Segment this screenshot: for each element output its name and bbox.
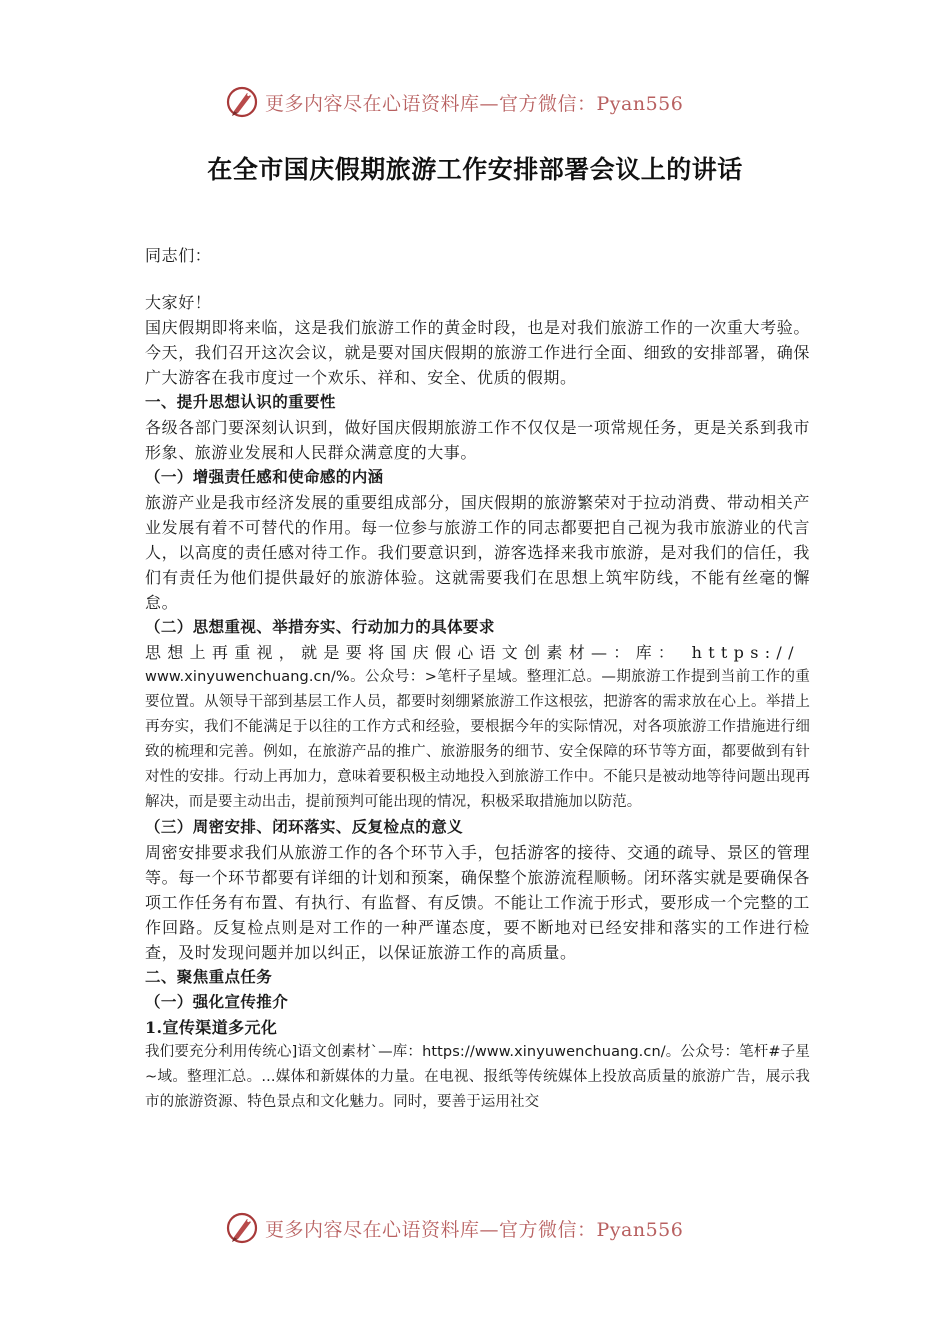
watermark-header bbox=[225, 82, 725, 122]
subsection-heading-2-1: （一）强化宣传推介 bbox=[145, 993, 289, 1011]
section-heading-1: 一、提升思想认识的重要性 bbox=[145, 393, 336, 411]
subsection-1-3-paragraph: 周密安排要求我们从旅游工作的各个环节入手，包括游客的接待、交通的疏导、景区的管理等。每一个环节都要有详细的计划和预案，确保整个旅游流程顺畅。闭环落实就是要确保各项工作任务有布置、有执行、有监督、有反馈。不能让工作流于形式，要形成一个完整的工作回路。反复检点则是对工作的一种严谨态度，要不断地对已经安排和落实的工作进行检查，及时发现问题并加以纠正，以保证旅游工作的高质量。 bbox=[145, 843, 810, 962]
subsection-heading-1-3: （三）周密安排、闭环落实、反复检点的意义 bbox=[145, 818, 464, 836]
subsection-heading-1-1: （一）增强责任感和使命感的内涵 bbox=[145, 468, 384, 486]
subsection-heading-1-2: （二）思想重视、举措夯实、行动加力的具体要求 bbox=[145, 618, 495, 636]
pen-nib-circle-logo-icon bbox=[225, 85, 259, 119]
section-heading-2: 二、聚焦重点任务 bbox=[145, 968, 273, 986]
item-1-paragraph: 我们要充分利用传统心]语文创素材`—库：https://www.xinyuwenchuang.cn/。公众号：笔杆#子星~域。整理汇总。...媒体和新媒体的力量。在电视、报纸等传统媒体上投放高质量的旅游广告，展示我市的旅游资源、特色景点和文化魅力。同时，要善于运用社交 bbox=[145, 1044, 810, 1110]
item-heading-1: 1.宣传渠道多元化 bbox=[145, 1018, 278, 1037]
greeting: 大家好！ bbox=[145, 293, 212, 312]
salutation: 同志们： bbox=[145, 246, 212, 265]
watermark-text: 更多内容尽在心语资料库—官方微信：Pyan556 bbox=[265, 92, 684, 115]
watermark-footer bbox=[225, 1208, 725, 1248]
document-title: 在全市国庆假期旅游工作安排部署会议上的讲话 bbox=[207, 155, 743, 184]
watermark-text: 更多内容尽在心语资料库—官方微信：Pyan556 bbox=[265, 1218, 684, 1241]
pen-nib-circle-logo-icon bbox=[225, 1211, 259, 1245]
section-1-paragraph: 各级各部门要深刻认识到，做好国庆假期旅游工作不仅仅是一项常规任务，更是关系到我市形象、旅游业发展和人民群众满意度的大事。 bbox=[145, 418, 810, 462]
subsection-1-1-paragraph: 旅游产业是我市经济发展的重要组成部分，国庆假期的旅游繁荣对于拉动消费、带动相关产业发展有着不可替代的作用。每一位参与旅游工作的同志都要把自己视为我市旅游业的代言人，以高度的责任感对待工作。我们要意识到，游客选择来我市旅游，是对我们的信任，我们有责任为他们提供最好的旅游体验。这就需要我们在思想上筑牢防线，不能有丝毫的懈怠。 bbox=[145, 493, 810, 612]
subsection-1-2-paragraph: www.xinyuwenchuang.cn/%。公众号：>笔杆子星域。整理汇总。—期旅游工作提到当前工作的重要位置。从领导干部到基层工作人员，都要时刻绷紧旅游工作这根弦，把游客的需求放在心上。举措上再夯实，我们不能满足于以往的工作方式和经验，要根据今年的实际情况，对各项旅游工作措施进行细致的梳理和完善。例如，在旅游产品的推广、旅游服务的细节、安全保障的环节等方面，都要做到有针对性的安排。行动上再加力，意味着要积极主动地投入到旅游工作中。不能只是被动地等待问题出现再解决，而是要主动出击，提前预判可能出现的情况，积极采取措施加以防范。 bbox=[145, 669, 810, 810]
intro-paragraph: 国庆假期即将来临，这是我们旅游工作的黄金时段，也是对我们旅游工作的一次重大考验。今天，我们召开这次会议，就是要对国庆假期的旅游工作进行全面、细致的安排部署，确保广大游客在我市度过一个欢乐、祥和、安全、优质的假期。 bbox=[145, 318, 810, 387]
document-body bbox=[145, 243, 810, 1115]
subsection-1-2-first-line: 思想上再重视，就是要将国庆假心语文创素材—：库： https:// bbox=[145, 643, 800, 662]
